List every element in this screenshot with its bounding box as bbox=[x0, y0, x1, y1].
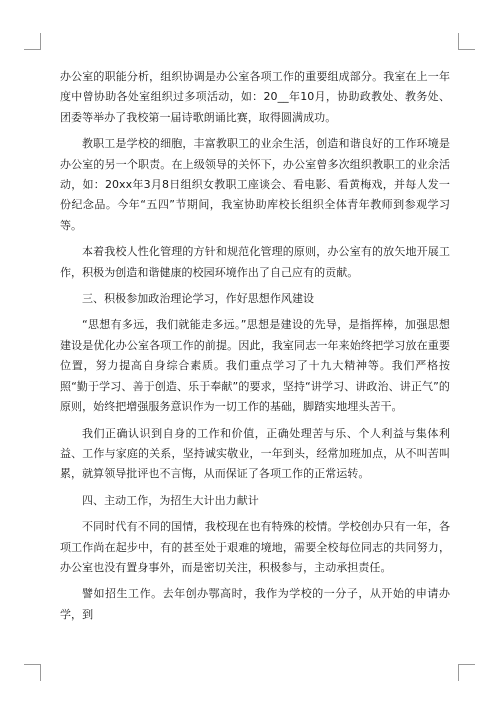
paragraph-1: 办公室的职能分析，组织协调是办公室各项工作的重要组成部分。我室在上一年度中曾协助各处室组织过多项活动，如：20__年10月，协助政教处、教务处、团委等举办了我校第一届诗歌朗诵比赛，取得圆满成功。 bbox=[60, 70, 450, 124]
crop-mark-top-left bbox=[24, 33, 41, 50]
paragraph-5: 我们正确认识到自身的工作和价值，正确处理苦与乐、个人利益与集体利益、工作与家庭的关系，坚持诚实敬业，一年到头，经常加班加点，从不叫苦叫累，就算领导批评也不言悔，从而保证了各项工作的正常运转。 bbox=[60, 426, 450, 481]
paragraph-6: 不同时代有不同的国情，我校现在也有特殊的校情。学校创办只有一年，各项工作尚在起步中，有的甚至处于艰难的境地，需要全校每位同志的共同努力，办公室也没有置身事外，而是密切关注，积极参与，主动承担责任。 bbox=[60, 520, 450, 574]
crop-mark-bottom-right bbox=[458, 664, 475, 681]
section-heading-3: 三、积极参加政治理论学习，作好思想作风建设 bbox=[82, 292, 315, 306]
paragraph-3: 本着我校人性化管理的方针和规范化管理的原则，办公室有的放矢地开展工作，积极为创造和谐健康的校园环境作出了自己应有的贡献。 bbox=[60, 245, 450, 279]
paragraph-4: “思想有多远，我们就能走多远。”思想是建设的先导，是指挥棒，加强思想建设是优化办公室各项工作的前提。因此，我室同志一年来始终把学习放在重要位置，努力提高自身综合素质。我们重点学习了十九大精神等。我们严格按照“勤于学习、善于创造、乐于奉献”的要求，坚持“讲学习、讲政治、讲正气”的原则，始终把增强服务意识作为一切工作的基础，脚踏实地埋头苦干。 bbox=[60, 318, 450, 414]
crop-mark-top-right bbox=[458, 33, 475, 50]
crop-mark-bottom-left bbox=[24, 664, 41, 681]
document-body bbox=[60, 67, 450, 631]
section-heading-4: 四、主动工作，为招生大计出力献计 bbox=[82, 493, 259, 507]
paragraph-7: 譬如招生工作。去年创办鄂高时，我作为学校的一分子，从开始的申请办学，到 bbox=[60, 587, 450, 621]
paragraph-2: 教职工是学校的细胞，丰富教职工的业余生活，创造和谐良好的工作环境是办公室的另一个职责。在上级领导的关怀下，办公室曾多次组织教职工的业余活动，如：20xx年3月8日组织女教职工座谈会、看电影、看黄梅戏，并每人发一份纪念品。今年“五四”节期间，我室协助库校长组织全体青年教师到参观学习等。 bbox=[60, 137, 450, 232]
